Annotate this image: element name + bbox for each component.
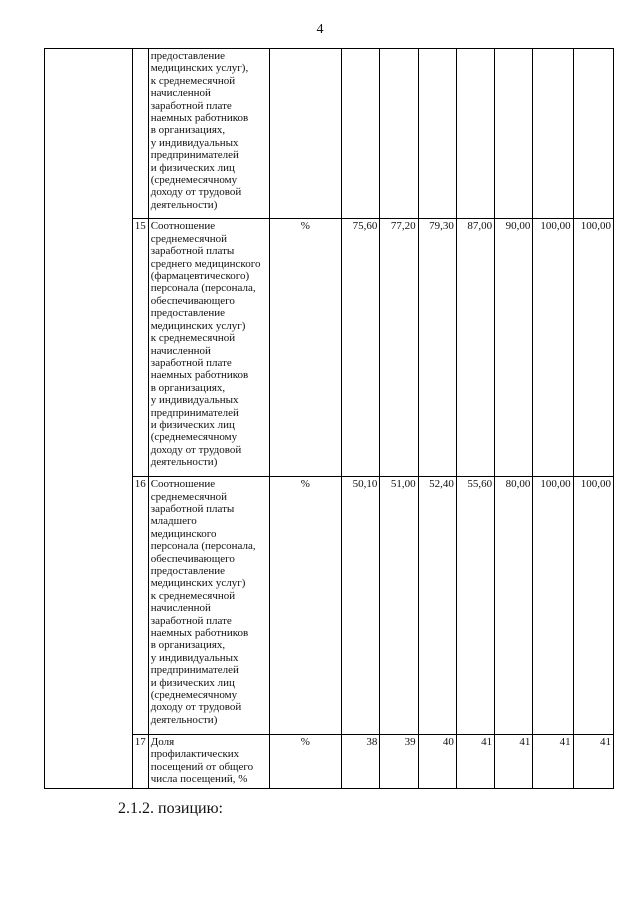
- value-cell: [573, 49, 613, 219]
- value-cell: 39: [380, 734, 418, 788]
- value-cell: 100,00: [533, 477, 573, 735]
- value-cell: 38: [342, 734, 380, 788]
- section-text: 2.1.2. позицию:: [118, 800, 223, 817]
- table-row: [45, 49, 614, 219]
- value-cell: 52,40: [418, 477, 456, 735]
- indicator-name: Соотношение среднемесячной заработной платы младшего медицинского персонала (персонала, обеспечивающего предоставление медицинских услуг) к среднемесячной начисленной заработной плате наемных работников в организациях, у индивидуальных предпринимателей и физических лиц (среднемесячному доходу от трудовой деятельности): [148, 477, 269, 735]
- value-cell: 75,60: [342, 219, 380, 477]
- unit-cell: %: [269, 477, 342, 735]
- value-cell: 41: [573, 734, 613, 788]
- row-number: 15: [132, 219, 148, 477]
- row-number: 17: [132, 734, 148, 788]
- indicator-name: Соотношение среднемесячной заработной платы среднего медицинского (фармацевтического) персонала (персонала, обеспечивающего предоставление медицинских услуг) к среднемесячной начисленной заработной плате наемных работников в организациях, у индивидуальных предпринимателей и физических лиц (среднемесячному доходу от трудовой деятельности): [148, 219, 269, 477]
- left-margin-cell: [45, 49, 133, 789]
- row-number: 16: [132, 477, 148, 735]
- value-cell: 77,20: [380, 219, 418, 477]
- indicators-table: [44, 48, 614, 789]
- unit-cell: %: [269, 219, 342, 477]
- value-cell: 51,00: [380, 477, 418, 735]
- value-cell: [342, 49, 380, 219]
- value-cell: 41: [456, 734, 494, 788]
- value-cell: [418, 49, 456, 219]
- value-cell: 100,00: [573, 477, 613, 735]
- value-cell: [380, 49, 418, 219]
- value-cell: [495, 49, 533, 219]
- value-cell: 87,00: [456, 219, 494, 477]
- indicator-name: предоставление медицинских услуг), к среднемесячной начисленной заработной плате наемных работников в организациях, у индивидуальных предпринимателей и физических лиц (среднемесячному доходу от трудовой деятельности): [148, 49, 269, 219]
- value-cell: 50,10: [342, 477, 380, 735]
- value-cell: 55,60: [456, 477, 494, 735]
- value-cell: 80,00: [495, 477, 533, 735]
- value-cell: 41: [495, 734, 533, 788]
- value-cell: [533, 49, 573, 219]
- unit-cell: [269, 49, 342, 219]
- value-cell: 90,00: [495, 219, 533, 477]
- unit-cell: %: [269, 734, 342, 788]
- value-cell: 79,30: [418, 219, 456, 477]
- value-cell: 100,00: [533, 219, 573, 477]
- value-cell: 100,00: [573, 219, 613, 477]
- value-cell: 41: [533, 734, 573, 788]
- page-number: 4: [316, 22, 324, 37]
- indicator-name: Доля профилактических посещений от общего числа посещений, %: [148, 734, 269, 788]
- row-number: [132, 49, 148, 219]
- value-cell: [456, 49, 494, 219]
- value-cell: 40: [418, 734, 456, 788]
